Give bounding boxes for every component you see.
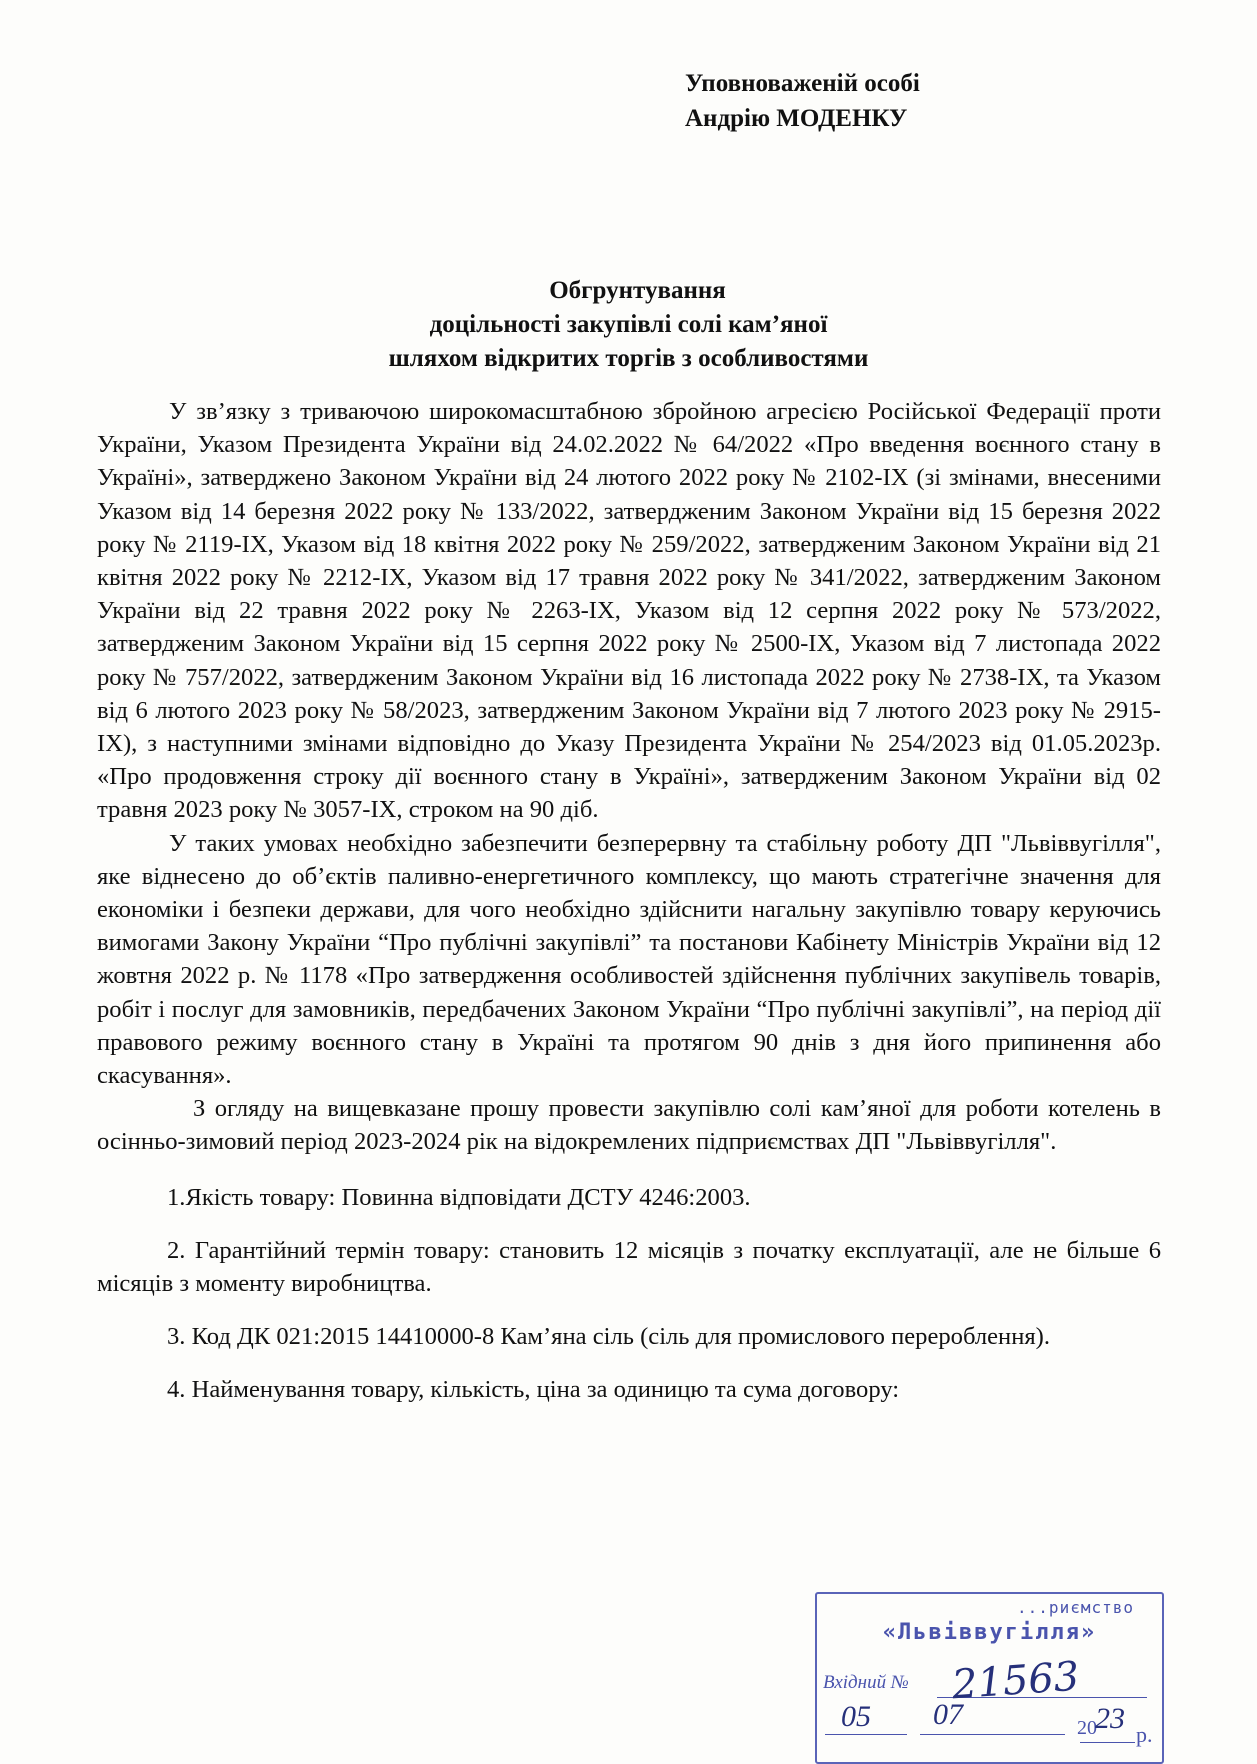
title-line-1: Обгрунтування	[549, 277, 726, 304]
document-title	[0, 274, 1257, 376]
requirement-item-2: 2. Гарантійний термін товару: становить 12 місяців з початку експлуатації, але не більше 6 місяців з моменту виробництва.	[97, 1236, 1161, 1298]
stamp-day-rule	[825, 1734, 907, 1735]
addressee-block	[685, 66, 920, 136]
body-paragraph-1: У зв’язку з триваючою широкомасштабною збройною агресією Російської Федерації проти України, Указом Президента України від 24.02.2022 № 64/2022 «Про введення воєнного стану в Україні», затверджено Законом України від 24 лютого 2022 року № 2102-IX (зі змінами, внесеними Указом від 14 березня 2022 року № 133/2022, затвердженим Законом України від 15 березня 2022 року № 2119-IX, Указом від 18 квітня 2022 року № 259/2022, затвердженим Законом України від 21 квітня 2022 року № 2212-IX, Указом від 17 травня 2022 року № 341/2022, затвердженим Законом України від 22 травня 2022 року № 2263-IX, Указом від 12 серпня 2022 року № 573/2022, затвердженим Законом України від 15 серпня 2022 року № 2500-IX, Указом від 7 листопада 2022 року № 757/2022, затвердженим Законом України від 16 листопада 2022 року № 2738-IX, та Указом від 6 лютого 2023 року № 58/2023, затвердженим Законом України від 7 лютого 2023 року № 2915-IX), з наступними змінами відповідно до Указу Президента України № 254/2023 від 01.05.2023р. «Про продовження строку дії воєнного стану в Україні», затвердженим Законом України від 02 травня 2023 року № 3057-IX, строком на 90 діб.	[97, 398, 1161, 824]
stamp-incoming-label: Вхідний №	[823, 1672, 909, 1693]
incoming-stamp	[815, 1592, 1164, 1764]
stamp-org-line: ...риємство	[1017, 1598, 1134, 1617]
stamp-year-suffix: р.	[1136, 1722, 1153, 1747]
stamp-year-rule	[1080, 1742, 1135, 1743]
addressee-title: Уповноваженій особі	[685, 70, 920, 97]
stamp-month-rule	[920, 1734, 1065, 1735]
stamp-date-month: 07	[933, 1698, 963, 1731]
requirements-list	[97, 1181, 1161, 1407]
stamp-incoming-number: 21563	[950, 1653, 1081, 1709]
requirement-item-4: 4. Найменування товару, кількість, ціна за одиницю та сума договору:	[167, 1376, 900, 1404]
requirement-item-3: 3. Код ДК 021:2015 14410000-8 Кам’яна сіль (сіль для промислового перероблення).	[167, 1323, 1051, 1351]
stamp-date-day: 05	[841, 1700, 871, 1733]
body-paragraph-3: З огляду на вищевказане прошу провести закупівлю солі кам’яної для роботи котелень в осінньо-зимовий період 2023-2024 рік на відокремлених підприємствах ДП "Львіввугілля".	[97, 1095, 1161, 1156]
document-body	[97, 395, 1161, 1427]
title-line-2: доцільності закупівлі солі кам’яної	[429, 311, 828, 338]
body-paragraph-2: У таких умовах необхідно забезпечити безперервну та стабільну роботу ДП "Львіввугілля", яке віднесено до об’єктів паливно-енергетичного комплексу, що мають стратегічне значення для економіки і безпеки держави, для чого необхідно здійснити нагальну закупівлю товару керуючись вимогами Закону України “Про публічні закупівлі” та постанови Кабінету Міністрів України від 12 жовтня 2022 р. № 1178 «Про затвердження особливостей здійснення публічних закупівель товарів, робіт і послуг для замовників, передбачених Законом України “Про публічні закупівлі”, на період дії правового режиму воєнного стану в Україні та протягом 90 днів з дня його припинення або скасування».	[97, 829, 1161, 1090]
stamp-year-handwritten: 23	[1095, 1702, 1125, 1735]
title-line-3: шляхом відкритих торгів з особливостями	[388, 345, 869, 372]
stamp-company-name: «Львіввугілля»	[882, 1620, 1097, 1645]
stamp-year-prefix: 20	[1077, 1717, 1097, 1739]
requirement-item-1: 1.Якість товару: Повинна відповідати ДСТУ 4246:2003.	[167, 1183, 751, 1211]
addressee-name: Андрію МОДЕНКУ	[685, 105, 908, 132]
